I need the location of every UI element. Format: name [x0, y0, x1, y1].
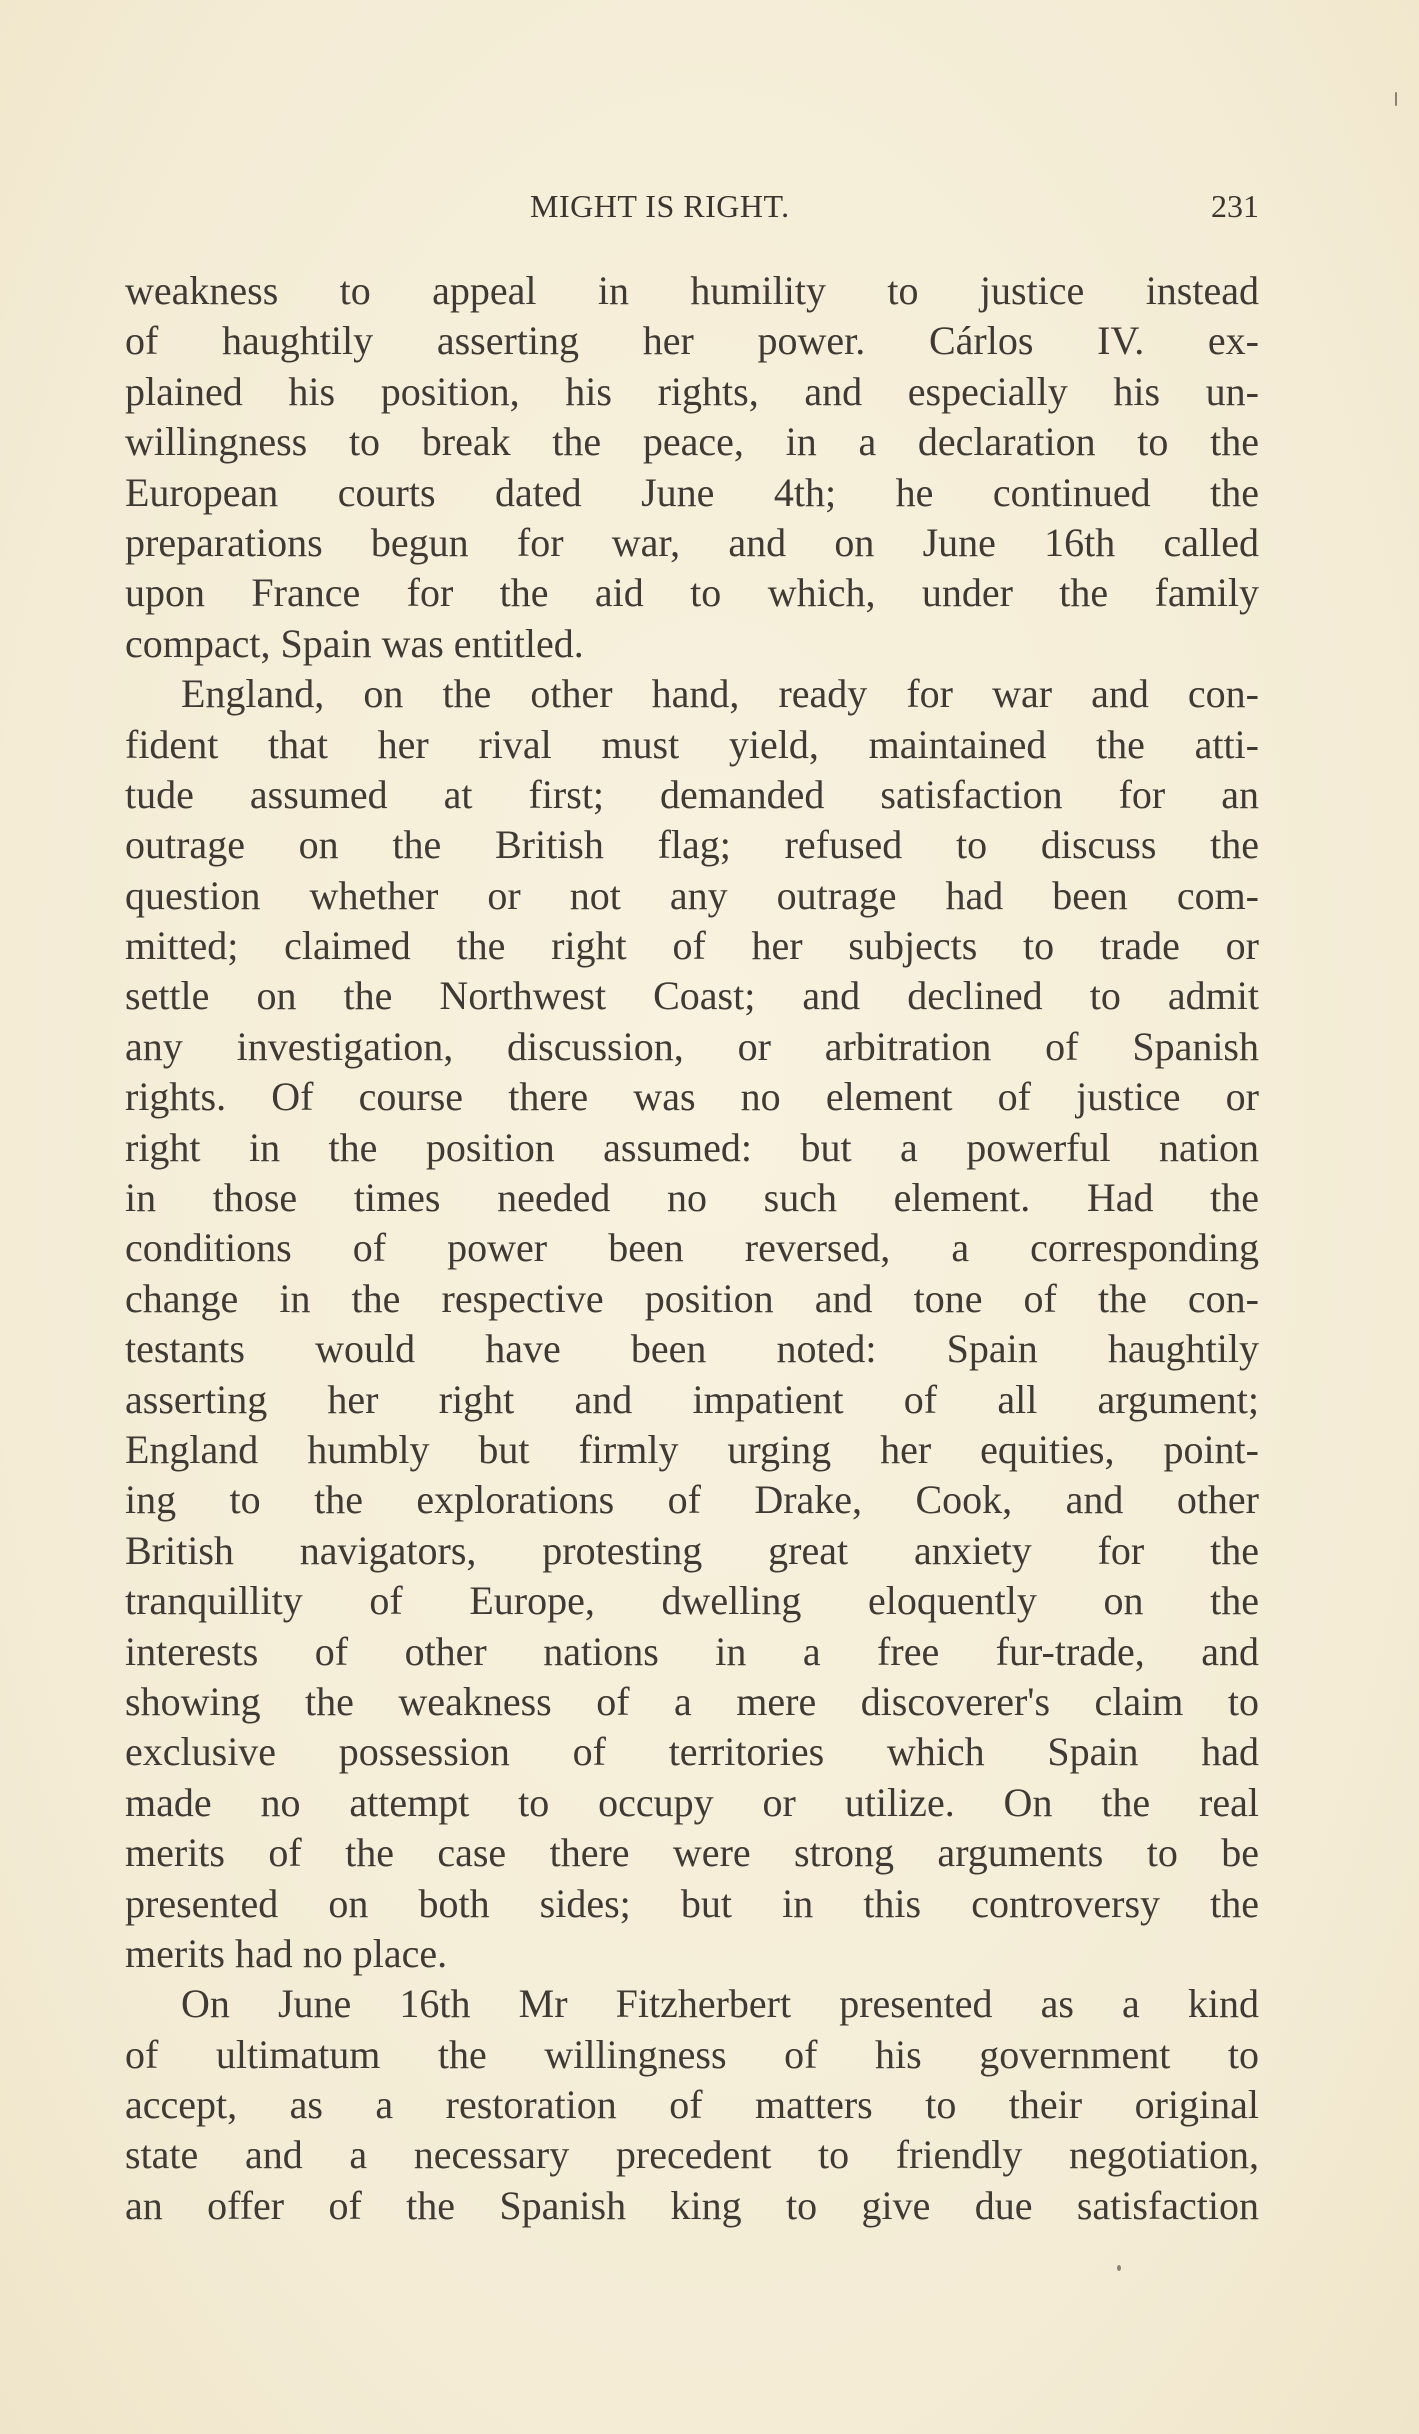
text-line: upon France for the aid to which, under the family: [125, 570, 1259, 616]
text-line: tude assumed at first; demanded satisfaction for an: [125, 771, 1259, 817]
running-head: MIGHT IS RIGHT.: [530, 188, 790, 224]
text-line: any investigation, discussion, or arbitration of Spanish: [125, 1023, 1259, 1069]
page-number: 231: [1211, 188, 1259, 224]
text-line: England, on the other hand, ready for war and con-: [181, 671, 1259, 717]
text-line: showing the weakness of a mere discoverer's claim to: [125, 1678, 1259, 1724]
text-line: willingness to break the peace, in a declaration to the: [125, 419, 1259, 465]
text-line: preparations begun for war, and on June 16th called: [125, 519, 1259, 565]
text-line: exclusive possession of territories which Spain had: [125, 1729, 1259, 1775]
text-line: outrage on the British flag; refused to discuss the: [125, 822, 1259, 868]
text-line: of ultimatum the willingness of his government to: [125, 2031, 1259, 2077]
text-line: an offer of the Spanish king to give due satisfaction: [125, 2182, 1259, 2228]
text-line: in those times needed no such element. Had the: [125, 1175, 1259, 1221]
text-line: compact, Spain was entitled.: [125, 620, 584, 666]
text-line: right in the position assumed: but a powerful nation: [125, 1124, 1259, 1170]
text-line: England humbly but firmly urging her equities, point-: [125, 1426, 1259, 1472]
text-line: merits of the case there were strong arguments to be: [125, 1830, 1259, 1876]
text-line: testants would have been noted: Spain haughtily: [125, 1326, 1259, 1372]
text-line: question whether or not any outrage had been com-: [125, 872, 1259, 918]
text-line: European courts dated June 4th; he continued the: [125, 469, 1259, 515]
text-line: conditions of power been reversed, a corresponding: [125, 1225, 1259, 1271]
text-line: British navigators, protesting great anxiety for the: [125, 1527, 1259, 1573]
text-line: mitted; claimed the right of her subjects to trade or: [125, 923, 1259, 969]
paragraph-3: [125, 1979, 1259, 2231]
text-line: rights. Of course there was no element of justice or: [125, 1074, 1259, 1120]
paragraph-1: [125, 266, 1259, 669]
paper-speck: [1395, 92, 1397, 106]
text-line: tranquillity of Europe, dwelling eloquently on the: [125, 1578, 1259, 1624]
text-line: weakness to appeal in humility to justice instead: [125, 268, 1259, 313]
text-line: merits had no place.: [125, 1930, 448, 1976]
text-line: On June 16th Mr Fitzherbert presented as a kind: [181, 1981, 1259, 2027]
text-line: ing to the explorations of Drake, Cook, and other: [125, 1477, 1259, 1523]
paragraph-2: [125, 669, 1259, 1979]
text-line: settle on the Northwest Coast; and declined to admit: [125, 973, 1259, 1019]
text-line: accept, as a restoration of matters to their original: [125, 2082, 1259, 2128]
text-line: of haughtily asserting her power. Cárlos IV. ex-: [125, 318, 1259, 364]
text-line: change in the respective position and tone of the con-: [125, 1275, 1259, 1321]
text-line: asserting her right and impatient of all argument;: [125, 1376, 1259, 1422]
body-text: [125, 266, 1259, 2231]
page-header: [125, 182, 1259, 232]
text-line: state and a necessary precedent to friendly negotiation,: [125, 2132, 1259, 2178]
text-line: presented on both sides; but in this controversy the: [125, 1880, 1259, 1926]
text-line: plained his position, his rights, and especially his un-: [125, 368, 1259, 414]
text-line: made no attempt to occupy or utilize. On the real: [125, 1779, 1259, 1825]
text-line: fident that her rival must yield, maintained the atti-: [125, 721, 1259, 767]
paper-speck: [1117, 2265, 1121, 2271]
text-line: interests of other nations in a free fur-trade, and: [125, 1628, 1259, 1674]
